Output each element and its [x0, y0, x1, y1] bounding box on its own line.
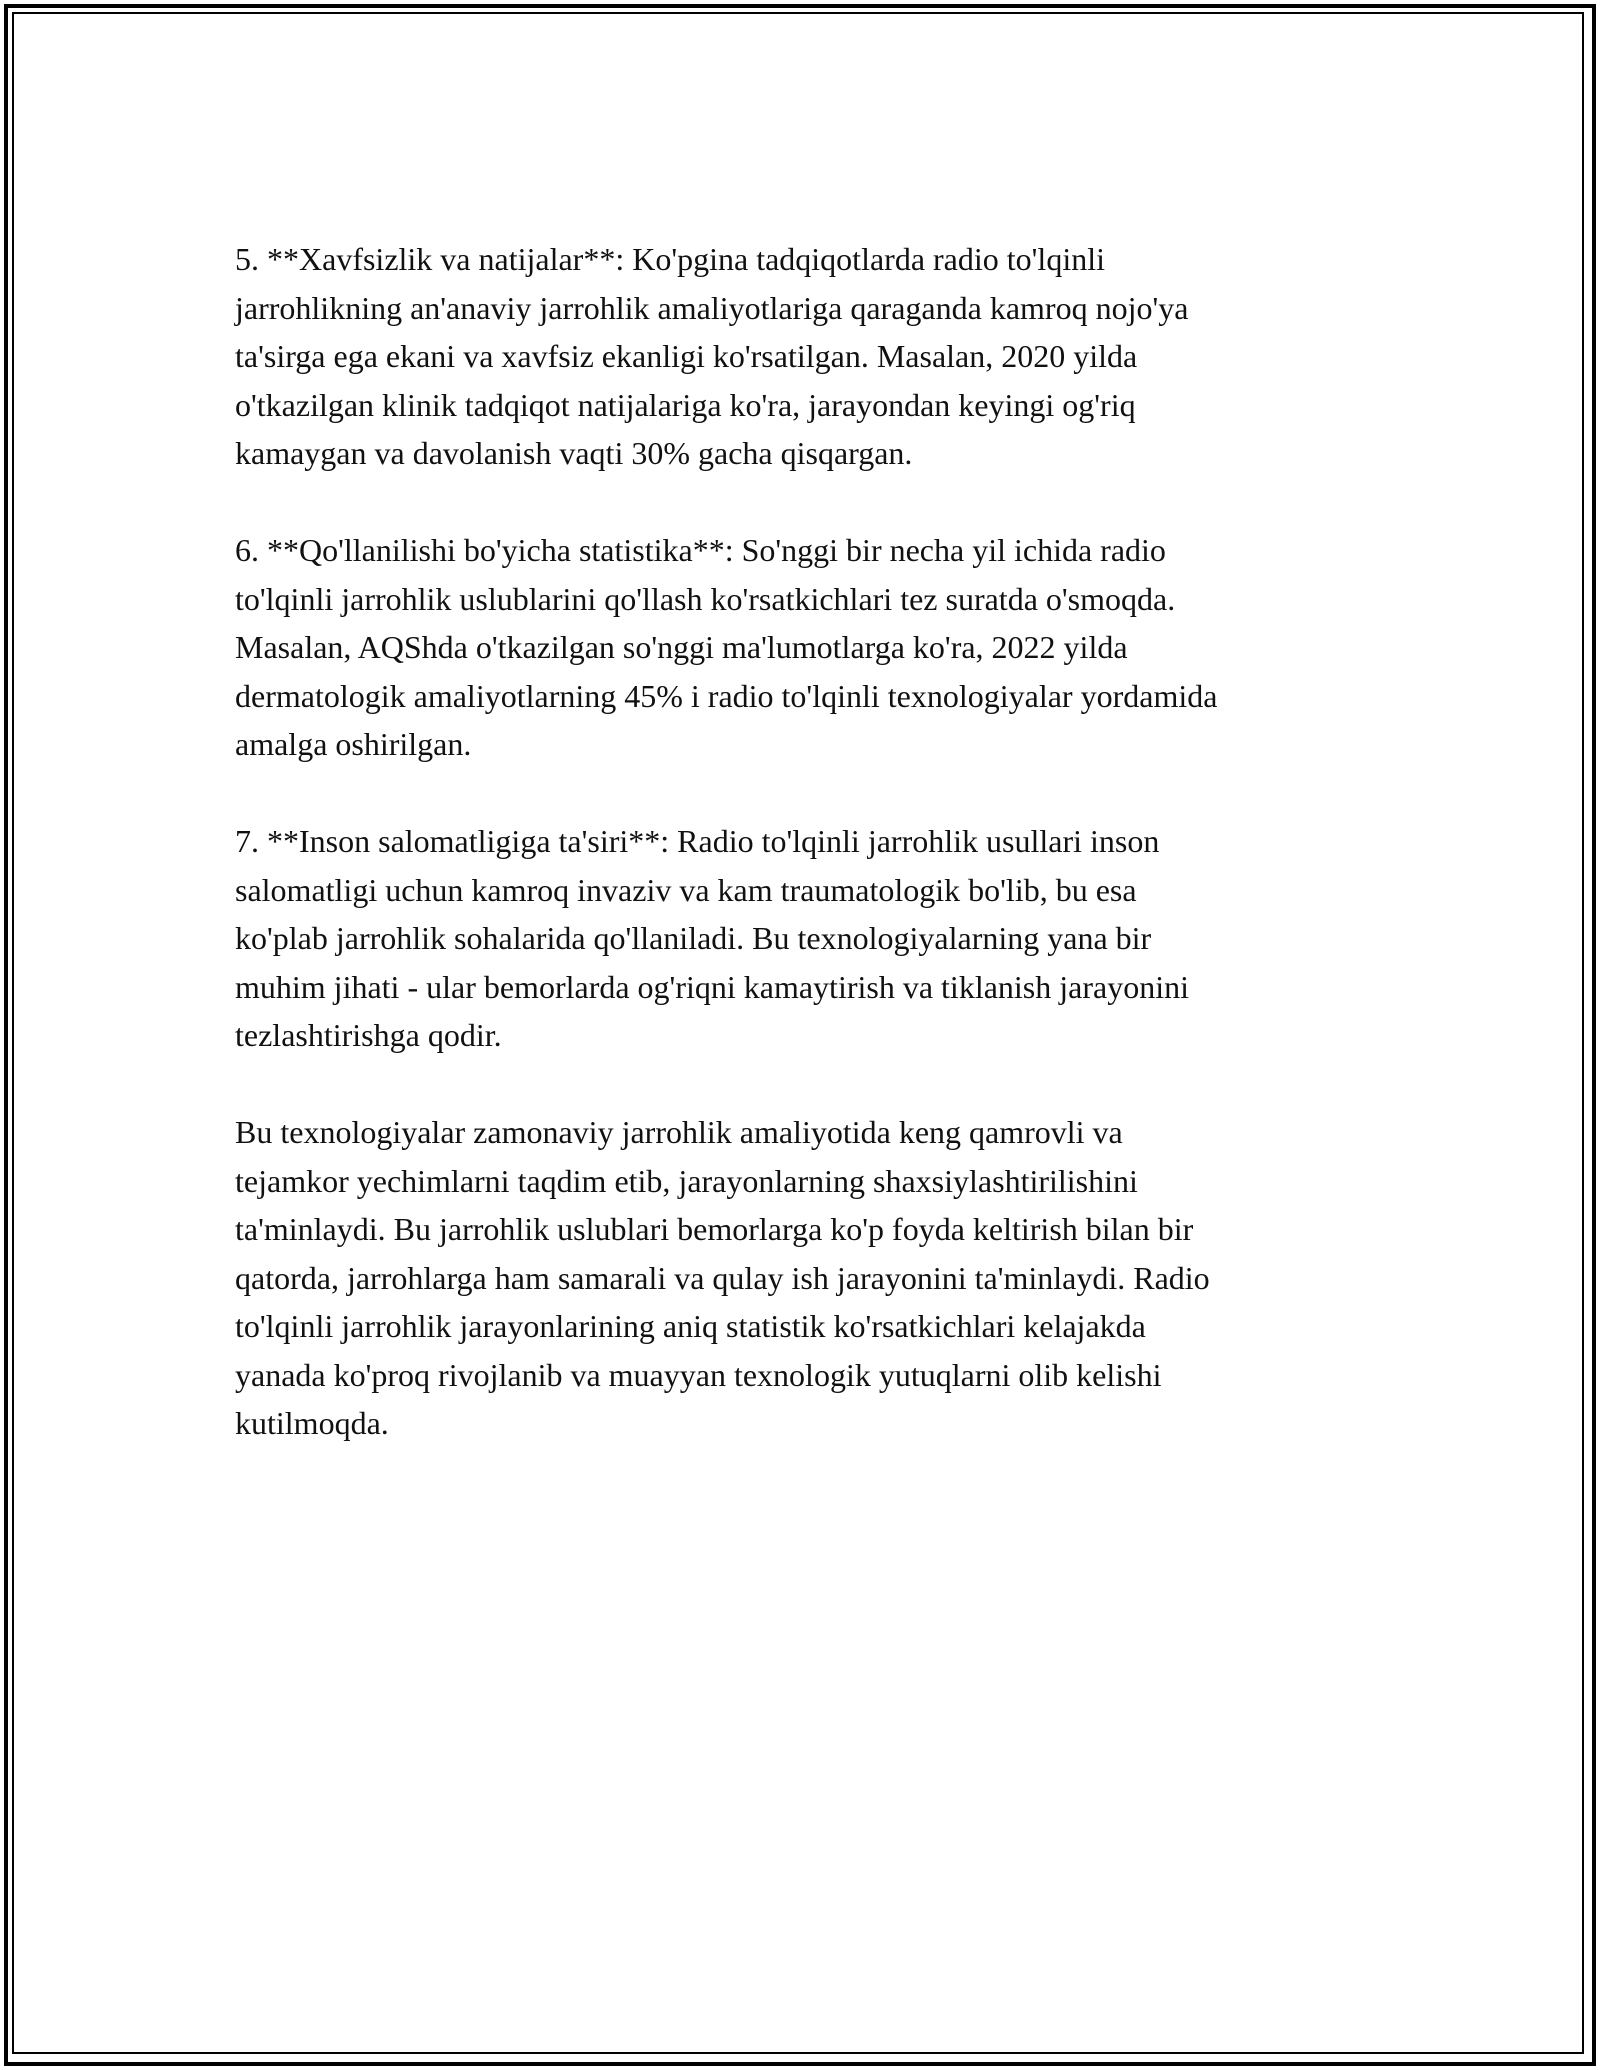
text-line: dermatologik amaliyotlarning 45% i radio to'lqinli texnologiyalar yordamida: [235, 677, 1218, 714]
text-line: ta'minlaydi. Bu jarrohlik uslublari bemorlarga ko'p foyda keltirish bilan bir: [235, 1211, 1194, 1247]
text-line: o'tkazilgan klinik tadqiqot natijalariga ko'ra, jarayondan keyingi og'riq: [235, 386, 1136, 423]
text-line: 7. **Inson salomatligiga ta'siri**: Radio to'lqinli jarrohlik usullari inson: [235, 823, 1160, 859]
paragraph-conclusion: [235, 1108, 1375, 1448]
text-line: kutilmoqda.: [235, 1405, 389, 1441]
text-line: qatorda, jarrohlarga ham samarali va qulay ish jarayonini ta'minlaydi. Radio: [235, 1259, 1210, 1296]
text-line: 5. **Xavfsizlik va natijalar**: Ko'pgina tadqiqotlarda radio to'lqinli: [235, 241, 1105, 277]
document-body: [235, 235, 1375, 1496]
text-line: tejamkor yechimlarni taqdim etib, jarayonlarning shaxsiylashtirilishini: [235, 1162, 1138, 1199]
text-line: 6. **Qo'llanilishi bo'yicha statistika**: So'nggi bir necha yil ichida radio: [235, 532, 1166, 568]
text-line: Masalan, AQShda o'tkazilgan so'nggi ma'lumotlarga ko'ra, 2022 yilda: [235, 629, 1128, 665]
text-line: salomatligi uchun kamroq invaziv va kam traumatologik bo'lib, bu esa: [235, 871, 1137, 908]
text-line: yanada ko'proq rivojlanib va muayyan texnologik yutuqlarni olib kelishi: [235, 1356, 1162, 1393]
text-line: kamaygan va davolanish vaqti 30% gacha qisqargan.: [235, 435, 913, 471]
paragraph-safety-results: [235, 235, 1375, 478]
text-line: jarrohlikning an'anaviy jarrohlik amaliyotlariga qaraganda kamroq nojo'ya: [235, 289, 1189, 326]
text-line: Bu texnologiyalar zamonaviy jarrohlik amaliyotida keng qamrovli va: [235, 1114, 1123, 1150]
text-line: amalga oshirilgan.: [235, 726, 472, 762]
text-line: muhim jihati - ular bemorlarda og'riqni kamaytirish va tiklanish jarayonini: [235, 968, 1189, 1005]
text-line: to'lqinli jarrohlik jarayonlarining aniq statistik ko'rsatkichlari kelajakda: [235, 1308, 1146, 1344]
paragraph-usage-statistics: [235, 526, 1375, 769]
text-line: ta'sirga ega ekani va xavfsiz ekanligi ko'rsatilgan. Masalan, 2020 yilda: [235, 338, 1138, 374]
text-line: tezlashtirishga qodir.: [235, 1017, 502, 1053]
text-line: to'lqinli jarrohlik uslublarini qo'llash ko'rsatkichlari tez suratda o'smoqda.: [235, 580, 1176, 617]
paragraph-health-impact: [235, 817, 1375, 1060]
text-line: ko'plab jarrohlik sohalarida qo'llaniladi. Bu texnologiyalarning yana bir: [235, 920, 1152, 956]
